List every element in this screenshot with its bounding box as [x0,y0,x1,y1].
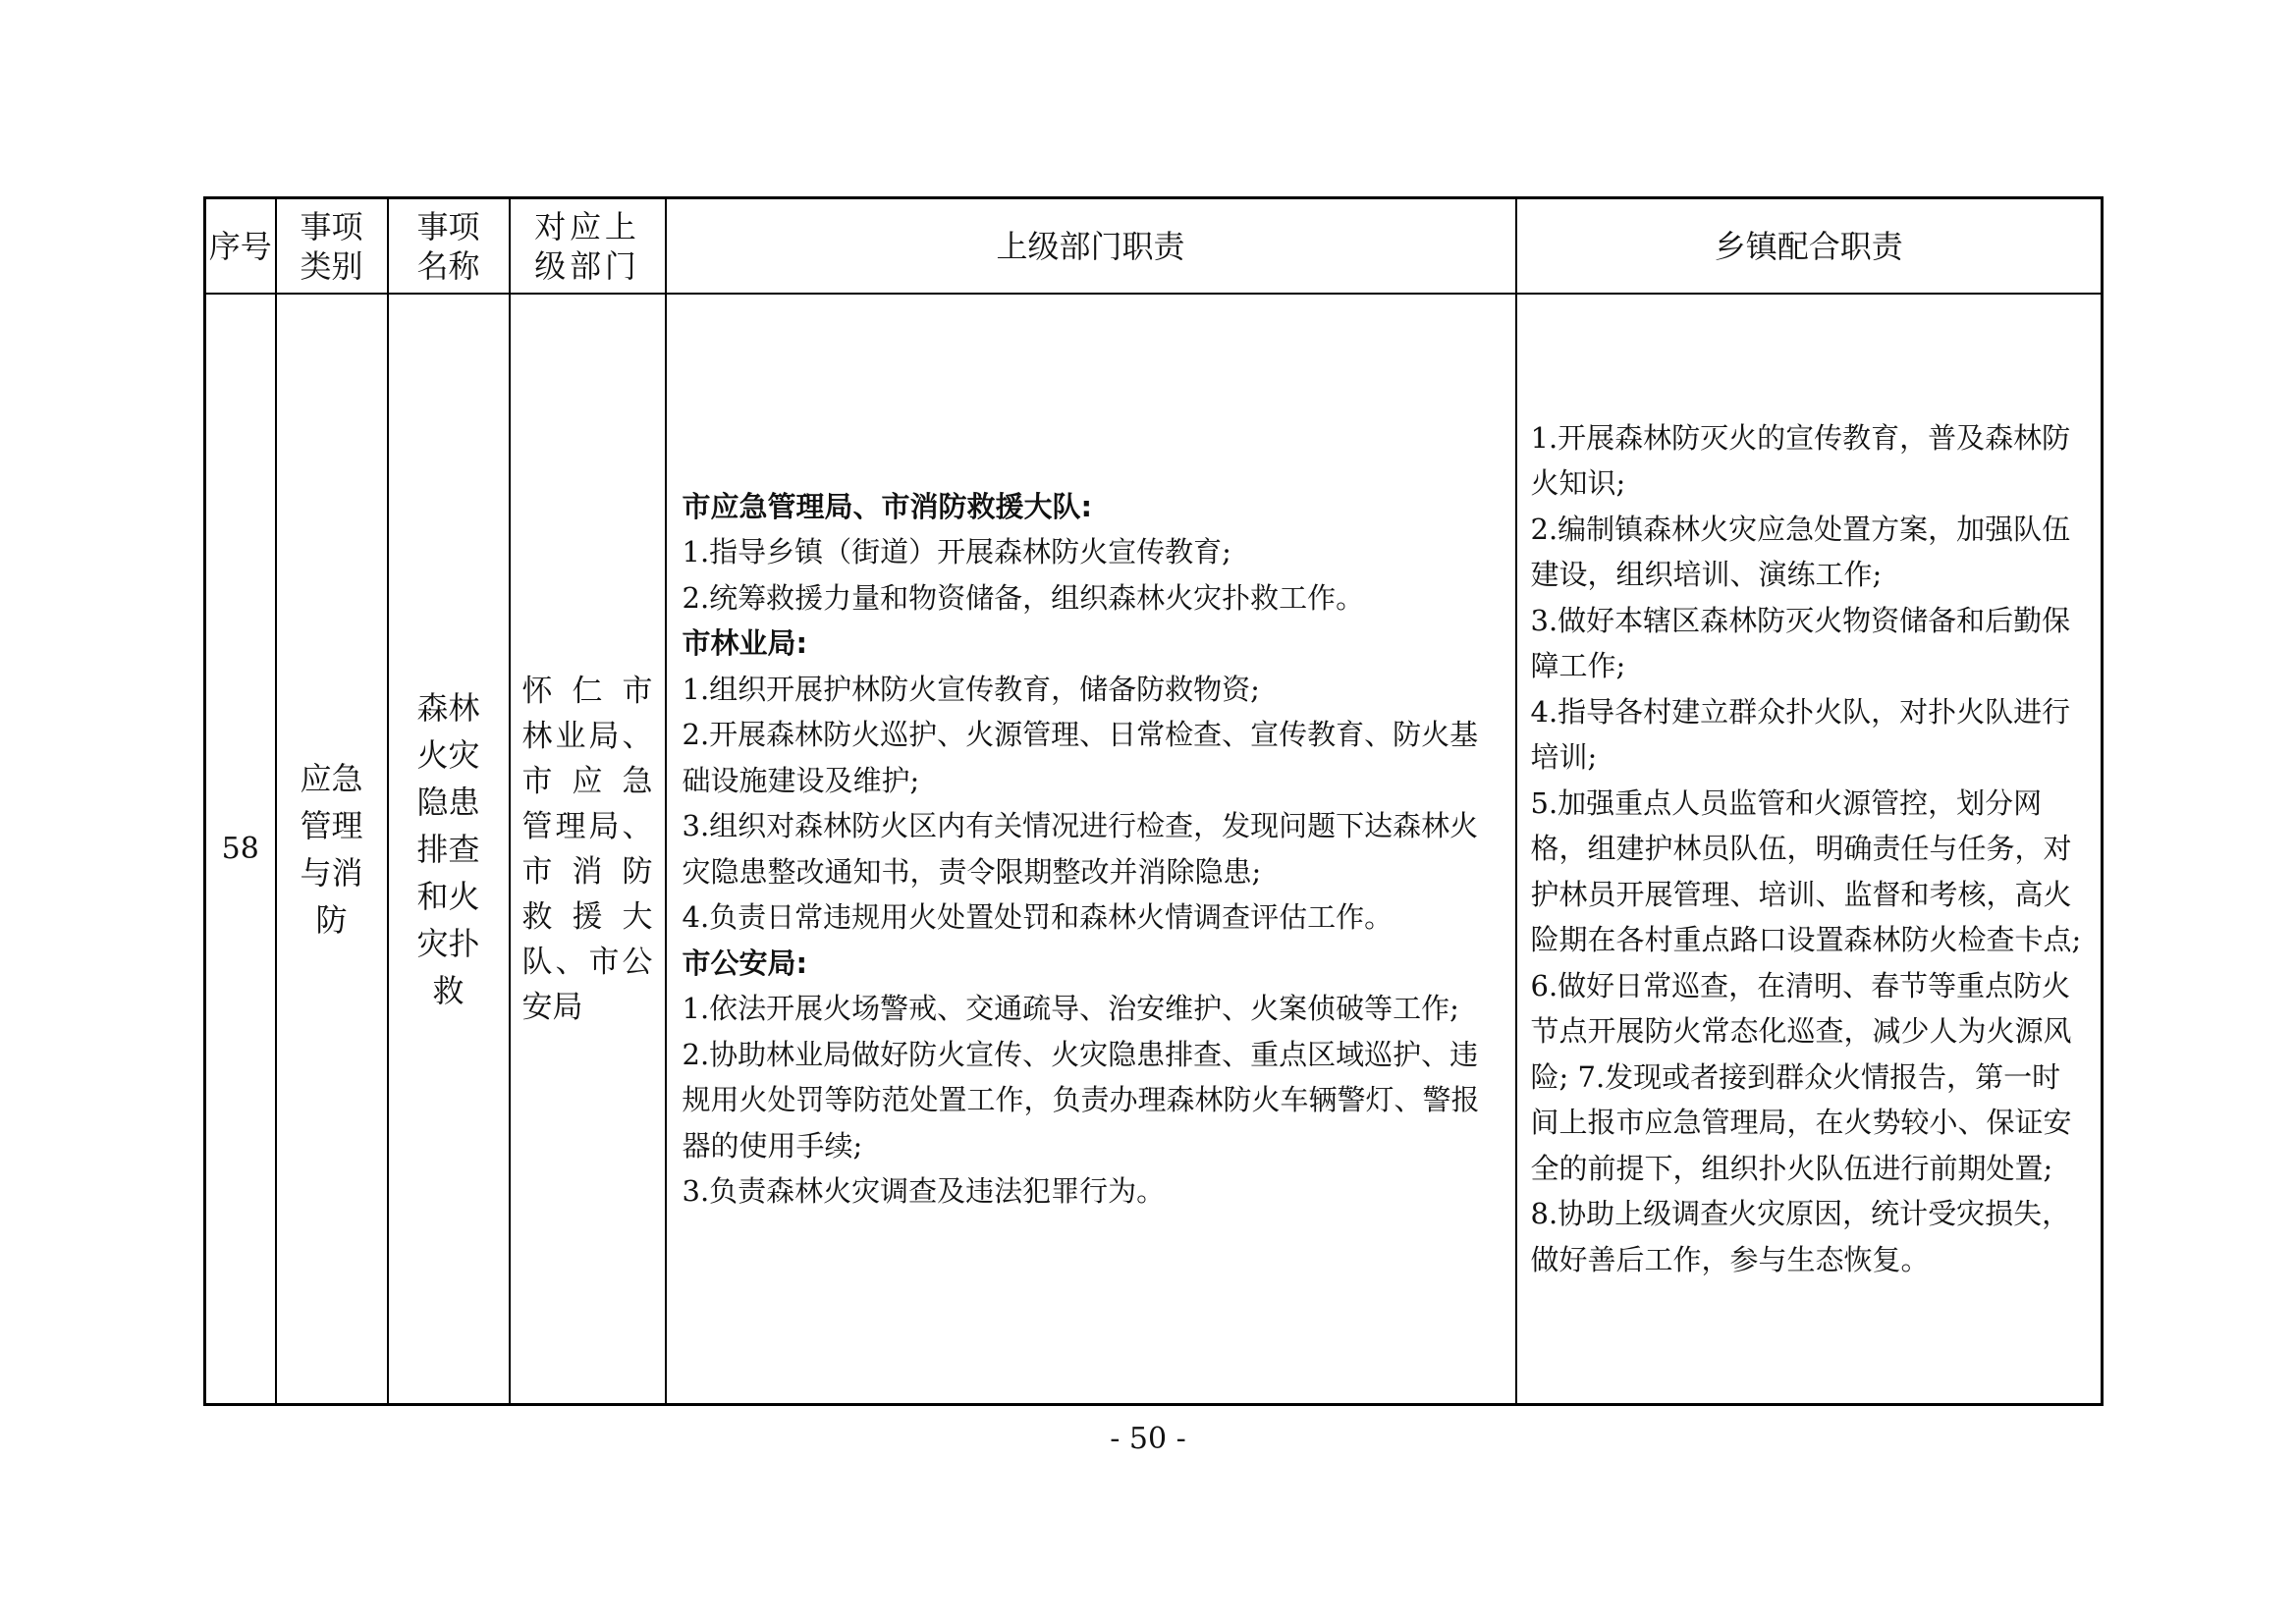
town-duty-item: 2.编制镇森林火灾应急处置方案，加强队伍建设，组织培训、演练工作; [1530,512,2071,592]
dept-line: 林业局、 [521,718,653,754]
row-upper-dept [510,294,666,1405]
dept-line: 怀仁市 [521,673,653,709]
category-line: 应急 [300,759,363,797]
dept-line: 管理局、 [521,808,653,844]
town-duty-item: 5.加强重点人员监管和火源管控，划分网格，组建护林员队伍，明确责任与任务，对护林员开展管理、培训、监督和考核，高火险期在各村重点路口设置森林防火检查卡点; [1530,785,2082,957]
dept-line: 市消防 [521,853,653,890]
table-row [205,294,2103,1405]
row-category [276,294,388,1405]
name-line: 火灾 [416,735,480,774]
table-header-row [205,198,2103,295]
dept-line: 救援大 [521,898,653,935]
name-line: 森林 [416,688,480,727]
row-upper-duty [666,294,1516,1405]
duty-item: 2.开展森林防火巡护、火源管理、日常检查、宣传教育、防火基础设施建设及维护; [682,718,1479,797]
dept-line: 队、市公 [521,944,653,980]
town-duty-item: 6.做好日常巡查，在清明、春节等重点防火节点开展防火常态化巡查，减少人为火源风险; 7.发现或者接到群众火情报告，第一时间上报市应急管理局，在火势较小、保证安全的前提下，组织扑火队伍进行前期处置; [1530,968,2072,1185]
town-duty-item: 1.开展森林防灭火的宣传教育，普及森林防火知识; [1530,420,2071,501]
dept-line: 市应急 [521,763,653,799]
name-line: 排查 [416,830,480,868]
header-name: 事项名称 [388,198,510,295]
name-line: 和火 [416,877,480,915]
name-line: 灾扑 [416,924,480,962]
town-duty-item: 3.做好本辖区森林防灭火物资储备和后勤保障工作; [1530,603,2071,683]
duty-item: 1.依法开展火场警戒、交通疏导、治安维护、火案侦破等工作; [682,992,1459,1025]
name-line: 隐患 [416,783,480,821]
duty-section-title: 市林业局: [682,626,808,660]
row-town-duty [1516,294,2103,1405]
duty-item: 3.负责森林火灾调查及违法犯罪行为。 [682,1174,1166,1208]
category-line: 防 [315,900,348,939]
town-duty-item: 4.指导各村建立群众扑火队，对扑火队进行培训; [1530,694,2071,775]
duty-item: 1.指导乡镇（街道）开展森林防火宣传教育; [682,535,1231,568]
duty-item: 1.组织开展护林防火宣传教育，储备防救物资; [682,672,1260,706]
name-line: 救 [432,971,465,1009]
header-upper-dept: 对应上级部门 [510,198,666,295]
row-name [388,294,510,1405]
town-duty-item: 8.协助上级调查火灾原因，统计受灾损失，做好善后工作，参与生态恢复。 [1530,1197,2071,1276]
header-town-duty: 乡镇配合职责 [1516,198,2103,295]
duty-item: 2.协助林业局做好防火宣传、火灾隐患排查、重点区域巡护、违规用火处罚等防范处置工作，负责办理森林防火车辆警灯、警报器的使用手续; [682,1037,1480,1163]
row-seq: 58 [205,294,276,1405]
duty-item: 2.统筹救援力量和物资储备，组织森林火灾扑救工作。 [682,580,1365,615]
duty-item: 3.组织对森林防火区内有关情况进行检查，发现问题下达森林火灾隐患整改通知书，责令限期整改并消除隐患; [682,809,1479,889]
header-upper-duty: 上级部门职责 [666,198,1516,295]
duty-section-title: 市应急管理局、市消防救援大队: [682,489,1093,523]
header-seq: 序号 [205,198,276,295]
page-number: - 50 - [1110,1422,1186,1456]
responsibility-table [203,196,2104,1406]
duty-item: 4.负责日常违规用火处置处罚和森林火情调查评估工作。 [682,900,1394,934]
header-category: 事项类别 [276,198,388,295]
category-line: 与消 [300,853,363,892]
dept-line: 安局 [521,989,583,1025]
category-line: 管理 [300,806,363,844]
duty-section-title: 市公安局: [682,946,808,980]
